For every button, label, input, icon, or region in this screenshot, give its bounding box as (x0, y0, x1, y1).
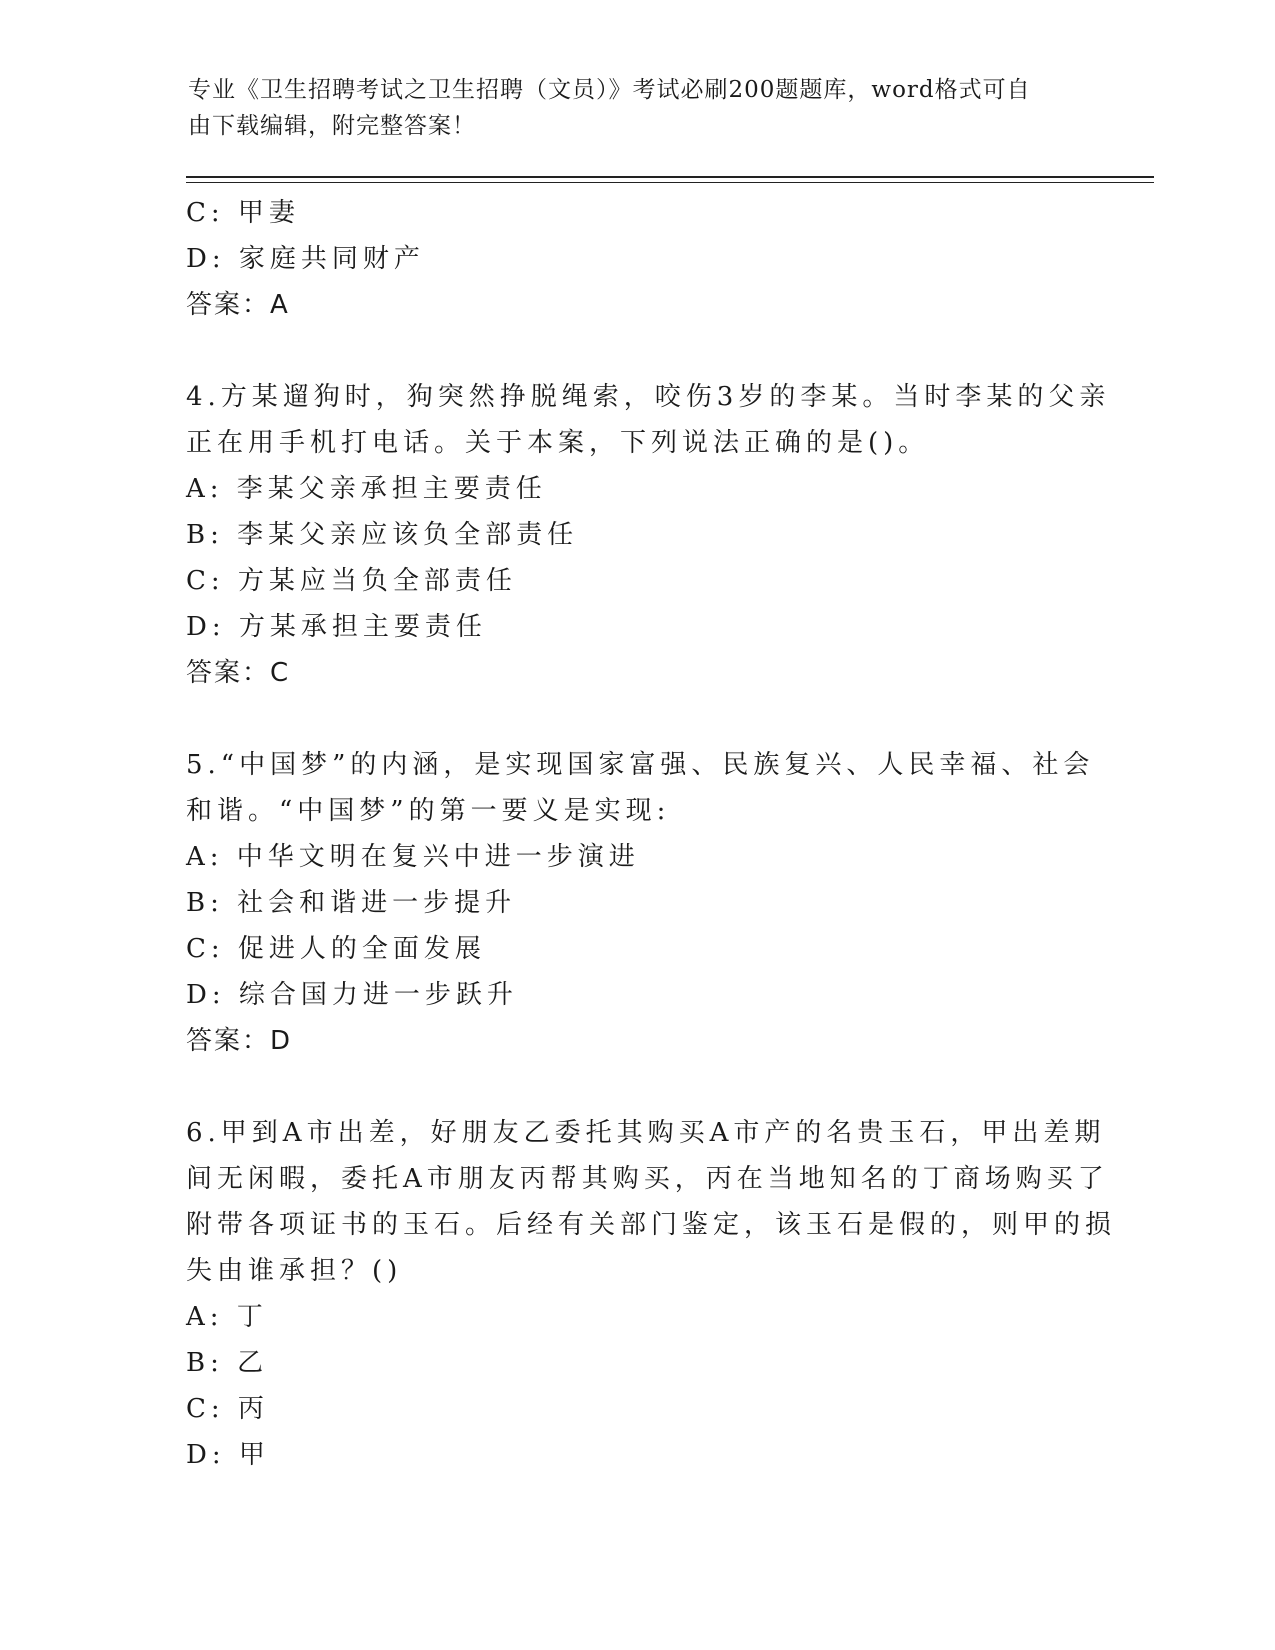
question-text-line: 6.甲到A市出差，好朋友乙委托其购买A市产的名贵玉石，甲出差期 (186, 1118, 1106, 1148)
option-c: C: 方某应当负全部责任 (186, 566, 517, 596)
option-c: C: 丙 (186, 1394, 269, 1424)
question-text-line: 间无闲暇，委托A市朋友丙帮其购买，丙在当地知名的丁商场购买了 (186, 1164, 1109, 1194)
option-b: B: 社会和谐进一步提升 (186, 888, 517, 918)
option-d: D: 家庭共同财产 (186, 244, 425, 274)
header-divider-thin (186, 182, 1154, 183)
question-text-line: 正在用手机打电话。关于本案，下列说法正确的是()。 (186, 428, 930, 458)
question-text-line: 5.“中国梦”的内涵，是实现国家富强、民族复兴、人民幸福、社会 (186, 750, 1095, 780)
spacer (186, 696, 1066, 742)
document-header (188, 72, 1068, 144)
option-b: B: 李某父亲应该负全部责任 (186, 520, 579, 550)
option-b: B: 乙 (186, 1348, 269, 1378)
question-5 (186, 742, 1095, 1064)
option-d: D: 方某承担主要责任 (186, 612, 487, 642)
option-c: C: 促进人的全面发展 (186, 934, 486, 964)
option-d: D: 甲 (186, 1440, 270, 1470)
header-line-1: 专业《卫生招聘考试之卫生招聘（文员）》考试必刷200题题库，word格式可自 (188, 77, 1031, 103)
option-c: C: 甲妻 (186, 198, 300, 228)
question-4 (186, 374, 1111, 696)
header-line-2: 由下载编辑，附完整答案！ (188, 113, 476, 139)
spacer (186, 328, 1066, 374)
answer-label: 答案：C (186, 658, 291, 688)
header-divider-thick (186, 176, 1154, 178)
question-text-line: 附带各项证书的玉石。后经有关部门鉴定，该玉石是假的，则甲的损 (186, 1210, 1117, 1240)
option-a: A: 丁 (186, 1302, 268, 1332)
option-a: A: 中华文明在复兴中进一步演进 (186, 842, 640, 872)
question-text-line: 失由谁承担？() (186, 1256, 403, 1286)
answer-label: 答案：D (186, 1026, 293, 1056)
option-d: D: 综合国力进一步跃升 (186, 980, 518, 1010)
spacer (186, 1064, 1066, 1110)
question-list (186, 190, 1117, 1478)
question-3-tail (186, 190, 1066, 328)
question-text-line: 4.方某遛狗时，狗突然挣脱绳索，咬伤3岁的李某。当时李某的父亲 (186, 382, 1111, 412)
answer-label: 答案：A (186, 290, 290, 320)
option-a: A: 李某父亲承担主要责任 (186, 474, 547, 504)
question-6 (186, 1110, 1117, 1478)
question-text-line: 和谐。“中国梦”的第一要义是实现: (186, 796, 671, 826)
